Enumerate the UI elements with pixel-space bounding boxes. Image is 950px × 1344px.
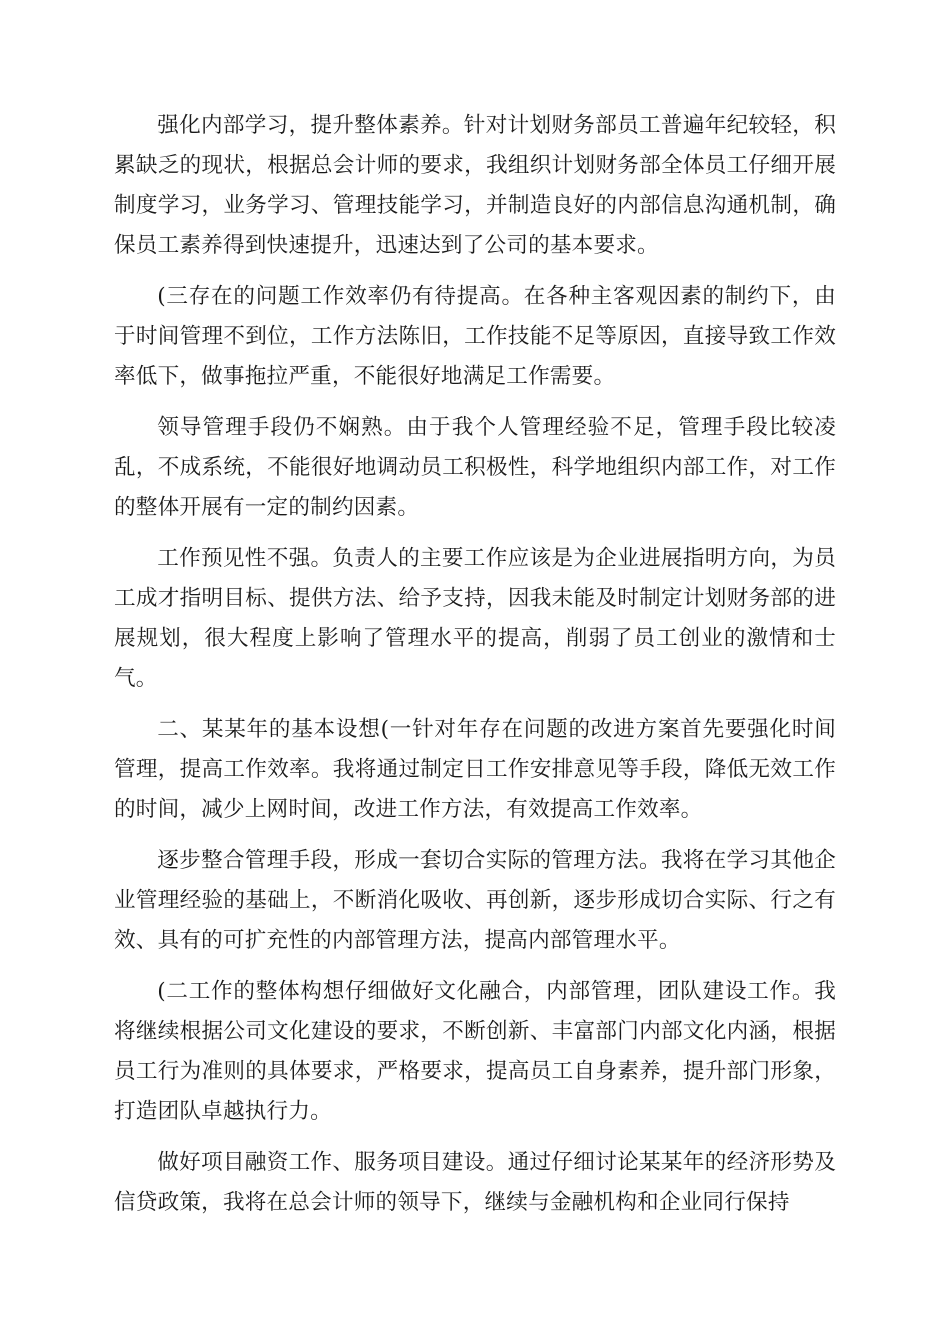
paragraph-management-means: 领导管理手段仍不娴熟。由于我个人管理经验不足，管理手段比较凌乱，不成系统，不能很好地调动员工积极性，科学地组织内部工作，对工作的整体开展有一定的制约因素。 <box>114 415 836 520</box>
paragraph-work-foresight: 工作预见性不强。负责人的主要工作应该是为企业进展指明方向，为员工成才指明目标、提供方法、给予支持，因我未能及时制定计划财务部的进展规划，很大程度上影响了管理水平的提高，削弱了员工创业的激情和士气。 <box>114 546 836 691</box>
paragraph-integrate-management: 逐步整合管理手段，形成一套切合实际的管理方法。我将在学习其他企业管理经验的基础上，不断消化吸收、再创新，逐步形成切合实际、行之有效、具有的可扩充性的内部管理方法，提高内部管理水平。 <box>114 848 836 953</box>
document-body <box>114 106 836 1234</box>
paragraph-basic-plan: 二、某某年的基本设想(一针对年存在问题的改进方案首先要强化时间管理，提高工作效率。我将通过制定日工作安排意见等手段，降低无效工作的时间，减少上网时间，改进工作方法，有效提高工作效率。 <box>114 717 836 822</box>
paragraph-project-financing: 做好项目融资工作、服务项目建设。通过仔细讨论某某年的经济形势及信贷政策，我将在总会计师的领导下，继续与金融机构和企业同行保持 <box>114 1150 836 1215</box>
paragraph-existing-problems: (三存在的问题工作效率仍有待提高。在各种主客观因素的制约下，由于时间管理不到位，工作方法陈旧，工作技能不足等原因，直接导致工作效率低下，做事拖拉严重，不能很好地满足工作需要。 <box>114 284 836 389</box>
paragraph-internal-learning: 强化内部学习，提升整体素养。针对计划财务部员工普遍年纪较轻，积累缺乏的现状，根据总会计师的要求，我组织计划财务部全体员工仔细开展制度学习，业务学习、管理技能学习，并制造良好的内部信息沟通机制，确保员工素养得到快速提升，迅速达到了公司的基本要求。 <box>114 113 836 258</box>
paragraph-overall-concept: (二工作的整体构想仔细做好文化融合，内部管理，团队建设工作。我将继续根据公司文化建设的要求，不断创新、丰富部门内部文化内涵，根据员工行为准则的具体要求，严格要求，提高员工自身素养，提升部门形象，打造团队卓越执行力。 <box>114 979 836 1124</box>
